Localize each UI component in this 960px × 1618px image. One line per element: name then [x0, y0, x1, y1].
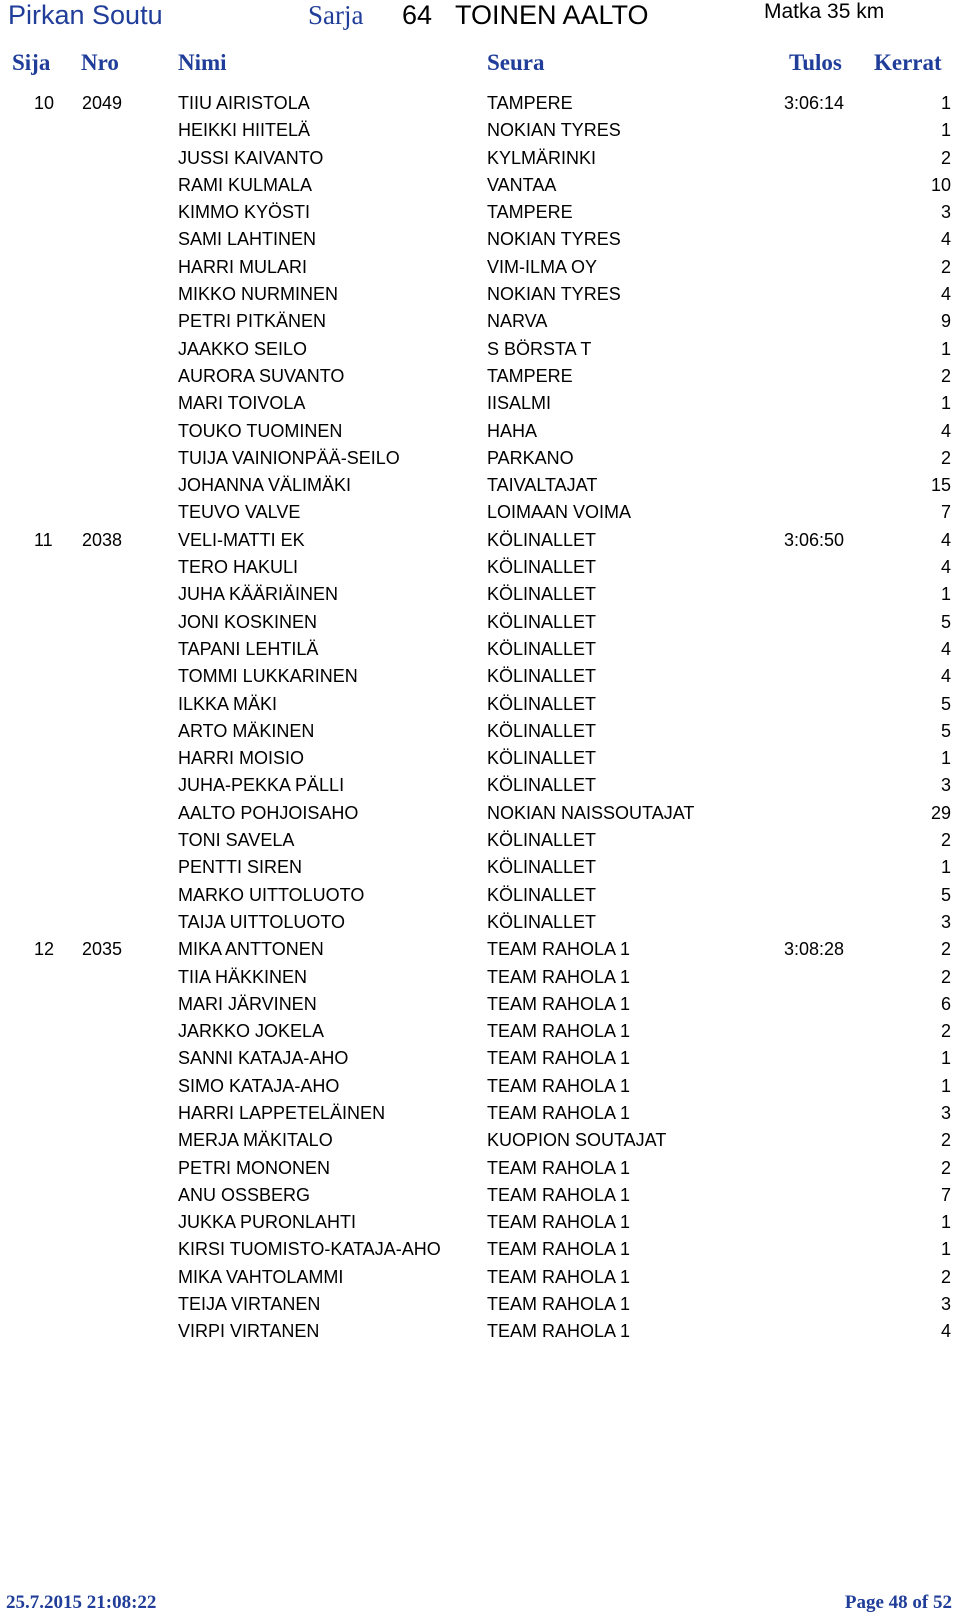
cell-kerrat: 15 — [930, 475, 951, 496]
cell-seura: TEAM RAHOLA 1 — [487, 1266, 631, 1287]
cell-seura: KÖLINALLET — [487, 911, 597, 932]
cell-seura: KÖLINALLET — [487, 830, 597, 851]
cell-seura: VANTAA — [487, 174, 557, 195]
table-row — [0, 390, 960, 417]
cell-seura: KÖLINALLET — [487, 529, 597, 550]
cell-sija: 10 — [34, 93, 55, 113]
table-row — [0, 554, 960, 581]
column-header-nimi: Nimi — [178, 50, 227, 75]
cell-nimi: RAMI KULMALA — [178, 174, 313, 195]
cell-kerrat: 5 — [940, 720, 951, 741]
table-row — [0, 1155, 960, 1182]
table-row — [0, 199, 960, 226]
cell-kerrat: 7 — [940, 1184, 951, 1205]
cell-kerrat: 1 — [940, 584, 951, 605]
table-row — [0, 800, 960, 827]
sarja-name: TOINEN AALTO — [455, 0, 649, 30]
column-header-seura: Seura — [487, 50, 545, 75]
table-row — [0, 308, 960, 335]
table-row — [0, 964, 960, 991]
cell-seura: IISALMI — [487, 393, 552, 414]
results-table — [0, 90, 960, 1346]
cell-kerrat: 2 — [940, 147, 951, 168]
cell-kerrat: 1 — [940, 748, 951, 769]
cell-seura: TEAM RAHOLA 1 — [487, 966, 631, 987]
table-row — [0, 527, 960, 554]
cell-nimi: SIMO KATAJA-AHO — [178, 1075, 340, 1096]
cell-seura: NARVA — [487, 311, 548, 332]
page-number: Page 48 of 52 — [844, 1592, 952, 1613]
cell-kerrat: 1 — [940, 120, 951, 141]
cell-seura: KÖLINALLET — [487, 693, 597, 714]
cell-nimi: ANU OSSBERG — [178, 1184, 311, 1205]
table-row — [0, 172, 960, 199]
table-row — [0, 636, 960, 663]
cell-kerrat: 3 — [940, 1102, 951, 1123]
cell-nimi: TONI SAVELA — [178, 830, 295, 851]
cell-nimi: MIKA ANTTONEN — [178, 939, 324, 960]
print-timestamp: 25.7.2015 21:08:22 — [6, 1592, 157, 1613]
cell-nimi: JONI KOSKINEN — [178, 611, 318, 632]
cell-kerrat: 4 — [940, 666, 951, 687]
cell-nro: 2035 — [82, 939, 123, 960]
cell-nimi: ILKKA MÄKI — [178, 693, 278, 714]
cell-seura: KUOPION SOUTAJAT — [487, 1130, 667, 1151]
sarja-number: 64 — [402, 0, 433, 30]
cell-nimi: PETRI MONONEN — [178, 1157, 331, 1178]
cell-seura: TEAM RAHOLA 1 — [487, 1321, 631, 1342]
cell-nimi: MERJA MÄKITALO — [178, 1130, 333, 1151]
cell-kerrat: 7 — [940, 502, 951, 523]
cell-nimi: JUSSI KAIVANTO — [178, 147, 324, 168]
table-row — [0, 1073, 960, 1100]
cell-nimi: TOMMI LUKKARINEN — [178, 666, 358, 687]
table-row — [0, 745, 960, 772]
cell-nimi: HARRI MOISIO — [178, 748, 305, 769]
cell-nimi: HARRI LAPPETELÄINEN — [178, 1102, 386, 1123]
cell-nimi: MIKA VAHTOLAMMI — [178, 1266, 344, 1287]
cell-seura: HAHA — [487, 420, 538, 441]
cell-kerrat: 2 — [940, 830, 951, 851]
column-header-kerrat: Kerrat — [874, 50, 942, 75]
cell-nimi: KIRSI TUOMISTO-KATAJA-AHO — [178, 1239, 441, 1260]
table-row — [0, 909, 960, 936]
cell-seura: TEAM RAHOLA 1 — [487, 1075, 631, 1096]
cell-sija: 12 — [34, 939, 55, 960]
cell-kerrat: 10 — [930, 174, 951, 195]
event-title: Pirkan Soutu — [8, 0, 163, 30]
cell-nimi: TOUKO TUOMINEN — [178, 420, 343, 441]
table-row — [0, 90, 960, 117]
cell-kerrat: 3 — [940, 775, 951, 796]
cell-seura: TEAM RAHOLA 1 — [487, 939, 631, 960]
cell-tulos: 3:08:28 — [784, 939, 845, 960]
cell-kerrat: 2 — [940, 447, 951, 468]
cell-tulos: 3:06:50 — [784, 529, 845, 550]
table-row — [0, 226, 960, 253]
cell-kerrat: 1 — [940, 857, 951, 878]
cell-seura: TEAM RAHOLA 1 — [487, 993, 631, 1014]
cell-kerrat: 4 — [940, 420, 951, 441]
cell-kerrat: 1 — [940, 1075, 951, 1096]
cell-seura: NOKIAN TYRES — [487, 120, 621, 141]
cell-nimi: AURORA SUVANTO — [178, 365, 345, 386]
table-row — [0, 854, 960, 881]
cell-kerrat: 2 — [940, 966, 951, 987]
table-row — [0, 691, 960, 718]
cell-kerrat: 1 — [940, 393, 951, 414]
cell-kerrat: 4 — [940, 638, 951, 659]
cell-nimi: SAMI LAHTINEN — [178, 229, 317, 250]
cell-kerrat: 3 — [940, 911, 951, 932]
cell-kerrat: 2 — [940, 256, 951, 277]
cell-kerrat: 1 — [940, 93, 951, 113]
table-row — [0, 1100, 960, 1127]
cell-nimi: JUKKA PURONLAHTI — [178, 1212, 357, 1233]
cell-seura: TEAM RAHOLA 1 — [487, 1239, 631, 1260]
column-header-sija: Sija — [12, 50, 51, 75]
cell-seura: KÖLINALLET — [487, 857, 597, 878]
cell-nimi: MARI JÄRVINEN — [178, 993, 317, 1014]
cell-nimi: TEIJA VIRTANEN — [178, 1294, 321, 1315]
table-row — [0, 1127, 960, 1154]
distance: Matka 35 km — [764, 0, 885, 23]
cell-kerrat: 1 — [940, 1048, 951, 1069]
cell-nimi: VELI-MATTI EK — [178, 529, 305, 550]
cell-seura: TAMPERE — [487, 202, 573, 223]
cell-kerrat: 4 — [940, 284, 951, 305]
table-row — [0, 281, 960, 308]
table-row — [0, 336, 960, 363]
cell-kerrat: 2 — [940, 1157, 951, 1178]
table-row — [0, 827, 960, 854]
table-row — [0, 1018, 960, 1045]
cell-kerrat: 9 — [940, 311, 951, 332]
cell-nimi: PENTTI SIREN — [178, 857, 303, 878]
table-row — [0, 117, 960, 144]
table-row — [0, 1209, 960, 1236]
cell-kerrat: 4 — [940, 229, 951, 250]
cell-kerrat: 1 — [940, 338, 951, 359]
sarja-label: Sarja — [308, 0, 364, 30]
cell-nimi: TEUVO VALVE — [178, 502, 301, 523]
cell-seura: LOIMAAN VOIMA — [487, 502, 632, 523]
cell-nimi: HARRI MULARI — [178, 256, 308, 277]
cell-kerrat: 3 — [940, 1294, 951, 1315]
table-row — [0, 499, 960, 526]
cell-seura: KÖLINALLET — [487, 584, 597, 605]
cell-nimi: TAIJA UITTOLUOTO — [178, 911, 346, 932]
cell-seura: S BÖRSTA T — [487, 338, 592, 359]
table-row — [0, 991, 960, 1018]
table-row — [0, 418, 960, 445]
cell-seura: NOKIAN TYRES — [487, 284, 621, 305]
cell-seura: TEAM RAHOLA 1 — [487, 1021, 631, 1042]
table-row — [0, 882, 960, 909]
column-headers — [0, 50, 960, 82]
cell-nimi: AALTO POHJOISAHO — [178, 802, 359, 823]
cell-seura: KÖLINALLET — [487, 720, 597, 741]
cell-seura: KYLMÄRINKI — [487, 147, 597, 168]
cell-kerrat: 6 — [940, 993, 951, 1014]
cell-tulos: 3:06:14 — [784, 93, 845, 113]
cell-nimi: TIIA HÄKKINEN — [178, 966, 308, 987]
cell-nimi: MARI TOIVOLA — [178, 393, 306, 414]
table-row — [0, 936, 960, 963]
cell-seura: KÖLINALLET — [487, 611, 597, 632]
cell-seura: TAMPERE — [487, 365, 573, 386]
cell-seura: KÖLINALLET — [487, 666, 597, 687]
table-row — [0, 1291, 960, 1318]
table-row — [0, 1045, 960, 1072]
table-row — [0, 472, 960, 499]
cell-nimi: JAAKKO SEILO — [178, 338, 308, 359]
cell-seura: PARKANO — [487, 447, 574, 468]
cell-kerrat: 29 — [930, 802, 951, 823]
column-header-nro: Nro — [81, 50, 119, 75]
cell-kerrat: 2 — [940, 365, 951, 386]
cell-nimi: PETRI PITKÄNEN — [178, 311, 327, 332]
column-header-tulos: Tulos — [789, 50, 842, 75]
cell-kerrat: 1 — [940, 1239, 951, 1260]
cell-kerrat: 4 — [940, 529, 951, 550]
cell-nimi: TERO HAKULI — [178, 557, 299, 578]
cell-nimi: JOHANNA VÄLIMÄKI — [178, 475, 352, 496]
table-row — [0, 609, 960, 636]
cell-seura: TEAM RAHOLA 1 — [487, 1102, 631, 1123]
cell-seura: KÖLINALLET — [487, 748, 597, 769]
cell-nimi: MARKO UITTOLUOTO — [178, 884, 365, 905]
cell-seura: KÖLINALLET — [487, 775, 597, 796]
cell-kerrat: 2 — [940, 1266, 951, 1287]
cell-kerrat: 4 — [940, 1321, 951, 1342]
cell-nimi: JUHA KÄÄRIÄINEN — [178, 584, 339, 605]
table-row — [0, 1264, 960, 1291]
cell-seura: TAMPERE — [487, 93, 573, 113]
cell-kerrat: 2 — [940, 939, 951, 960]
cell-nimi: TUIJA VAINIONPÄÄ-SEILO — [178, 447, 400, 468]
cell-nimi: VIRPI VIRTANEN — [178, 1321, 320, 1342]
cell-nimi: TAPANI LEHTILÄ — [178, 638, 319, 659]
table-row — [0, 772, 960, 799]
cell-seura: KÖLINALLET — [487, 884, 597, 905]
cell-seura: TEAM RAHOLA 1 — [487, 1184, 631, 1205]
cell-nimi: ARTO MÄKINEN — [178, 720, 315, 741]
cell-nimi: JUHA-PEKKA PÄLLI — [178, 775, 345, 796]
cell-kerrat: 2 — [940, 1130, 951, 1151]
table-row — [0, 145, 960, 172]
cell-kerrat: 5 — [940, 884, 951, 905]
cell-seura: KÖLINALLET — [487, 557, 597, 578]
footer — [0, 1592, 960, 1618]
cell-nimi: MIKKO NURMINEN — [178, 284, 339, 305]
table-row — [0, 445, 960, 472]
cell-seura: TEAM RAHOLA 1 — [487, 1157, 631, 1178]
cell-seura: KÖLINALLET — [487, 638, 597, 659]
cell-seura: NOKIAN TYRES — [487, 229, 621, 250]
table-row — [0, 718, 960, 745]
table-row — [0, 1318, 960, 1345]
cell-seura: TEAM RAHOLA 1 — [487, 1048, 631, 1069]
cell-kerrat: 4 — [940, 557, 951, 578]
table-row — [0, 1236, 960, 1263]
table-row — [0, 363, 960, 390]
table-row — [0, 254, 960, 281]
title-row — [0, 0, 960, 36]
cell-kerrat: 1 — [940, 1212, 951, 1233]
cell-nimi: JARKKO JOKELA — [178, 1021, 325, 1042]
table-row — [0, 581, 960, 608]
cell-nimi: KIMMO KYÖSTI — [178, 202, 311, 223]
cell-seura: TAIVALTAJAT — [487, 475, 598, 496]
table-row — [0, 1182, 960, 1209]
cell-kerrat: 2 — [940, 1021, 951, 1042]
cell-kerrat: 5 — [940, 611, 951, 632]
cell-nro: 2038 — [82, 529, 123, 550]
cell-seura: NOKIAN NAISSOUTAJAT — [487, 802, 695, 823]
table-row — [0, 663, 960, 690]
cell-seura: VIM-ILMA OY — [487, 256, 598, 277]
cell-sija: 11 — [34, 529, 53, 550]
cell-kerrat: 5 — [940, 693, 951, 714]
cell-seura: TEAM RAHOLA 1 — [487, 1294, 631, 1315]
cell-seura: TEAM RAHOLA 1 — [487, 1212, 631, 1233]
cell-nro: 2049 — [82, 93, 123, 113]
cell-nimi: SANNI KATAJA-AHO — [178, 1048, 349, 1069]
cell-nimi: HEIKKI HIITELÄ — [178, 120, 311, 141]
cell-kerrat: 3 — [940, 202, 951, 223]
cell-nimi: TIIU AIRISTOLA — [178, 93, 310, 113]
